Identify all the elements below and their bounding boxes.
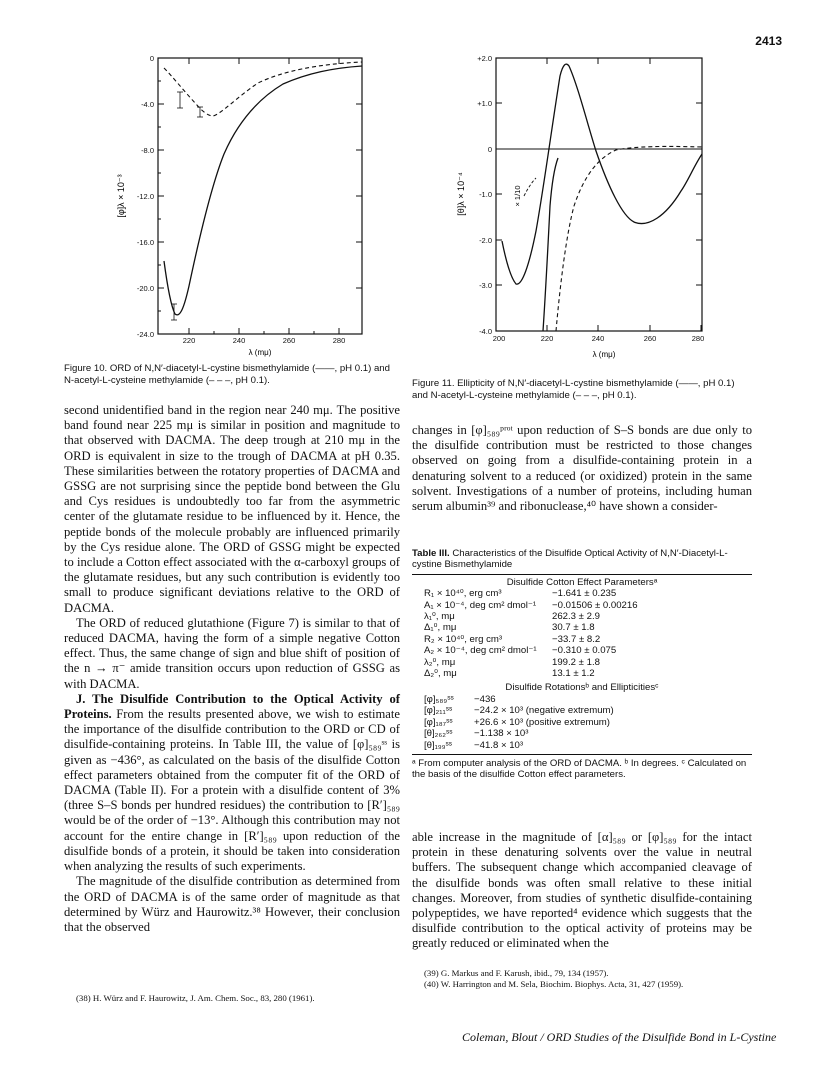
row-value: −33.7 ± 8.2	[552, 633, 601, 645]
y-tick-label: -4.0	[479, 327, 492, 336]
y-tick-label: -12.0	[136, 192, 154, 201]
right-column-top: changes in [φ]₅₈₉ᵖʳᵒᵗ upon reduction of S–S bonds are due only to the disulfide contribution must be restricted to those changes observed on going from a disulfide-containing protein in a denaturing solvent to a reduced (or oxidized) protein in the same solvent. Investigations of a number of proteins, including human serum albumin³⁹ and ribonuclease,⁴⁰ have shown a consider-	[412, 423, 752, 514]
solid-curve	[502, 64, 702, 284]
table-body	[412, 574, 752, 751]
row-value: −0.310 ± 0.075	[552, 645, 617, 657]
table-row	[412, 622, 752, 633]
figure-11-plot	[436, 46, 736, 366]
row-label: [φ]₅₈₉ˢˢ	[424, 693, 454, 705]
paragraph: The ORD of reduced glutathione (Figure 7) is similar to that of reduced DACMA, having the form of a simple negative Cotton effect. Thus, the same change of sign and blue shift of position of the n → π⁻ amide transition occurs upon reduction of GSSG as with DACMA.	[64, 615, 400, 691]
x-tick-label: 240	[232, 336, 246, 345]
y-tick-label: -1.0	[479, 190, 492, 199]
figure-10	[88, 46, 388, 366]
table-section-header: Disulfide Rotationsᵇ and Ellipticitiesᶜ	[505, 682, 659, 694]
solid-curve-steep	[543, 158, 558, 331]
row-label: R₁ × 10⁴⁰, erg cm³	[424, 588, 502, 600]
table-row	[412, 728, 752, 739]
y-tick-label: -4.0	[141, 100, 154, 109]
row-label: [θ]₂₆₂ˢˢ	[424, 728, 453, 740]
y-tick-label: 0	[149, 54, 154, 63]
row-value: 199.2 ± 1.8	[552, 656, 600, 668]
row-label: [φ]₂₁₁ˢˢ	[424, 705, 453, 717]
row-value: −0.01506 ± 0.00216	[552, 599, 638, 611]
y-tick-label: -16.0	[136, 238, 154, 247]
x-ticks	[547, 58, 701, 331]
row-label: Δ₁⁰, mμ	[424, 622, 457, 634]
table-row	[412, 668, 752, 679]
x-tick-label: 260	[282, 336, 296, 345]
paragraph: The magnitude of the disulfide contribution as determined from the ORD of DACMA is of the same order of magnitude as that determined by Würz and Haurowitz.³⁸ However, their conclusion that the observed	[64, 874, 400, 934]
table-row	[412, 588, 752, 599]
table-row	[412, 717, 752, 728]
figure-10-caption: Figure 10. ORD of N,N′-diacetyl-L-cystine bismethylamide (——, pH 0.1) and N-acetyl-L-cysteine methylamide (– – –, pH 0.1).	[64, 363, 390, 386]
x-tick-label: 240	[591, 334, 605, 343]
row-value: −41.8 × 10³	[474, 739, 524, 751]
figure-11	[436, 46, 736, 366]
table-iii	[412, 548, 752, 781]
paragraph	[64, 692, 400, 874]
row-value: −1.641 ± 0.235	[552, 588, 617, 600]
x-tick-label: 280	[332, 336, 346, 345]
y-tick-label: 0	[487, 145, 492, 154]
left-column	[64, 403, 400, 935]
table-title	[412, 548, 752, 571]
figure-11-caption: Figure 11. Ellipticity of N,N′-diacetyl-L-cystine bismethylamide (——, pH 0.1) and N-acetyl-L-cysteine methylamide (– – –, pH 0.1).	[412, 378, 735, 401]
y-tick-label: -3.0	[479, 281, 492, 290]
row-label: [θ]₁₉₉ˢˢ	[424, 739, 453, 751]
footnote-39: (39) G. Markus and F. Karush, ibid., 79, 134 (1957).	[424, 968, 609, 978]
row-value: 13.1 ± 1.2	[552, 668, 595, 680]
table-row	[412, 657, 752, 668]
right-column-bottom: able increase in the magnitude of [α]₅₈₉ or [φ]₅₈₉ for the intact protein in these denaturing solvents over the value in neutral buffers. The subsequent change which accompanied cleavage of the disulfide bonds was often small relative to these initial changes. Moreover, from studies of synthetic disulfide-containing polypeptides, we have reported⁴ evidence which suggests that the disulfide contribution to the optical activity of proteins may be greatly reduced or eliminated when the	[412, 830, 752, 951]
row-value: −436	[474, 693, 496, 705]
figure-10-plot	[88, 46, 388, 366]
row-label: λ₁⁰, mμ	[424, 611, 455, 623]
x-tick-label: 220	[182, 336, 196, 345]
x-ticks	[189, 58, 339, 334]
error-bars	[171, 92, 203, 320]
row-label: [φ]₁₈₇ˢˢ	[424, 716, 453, 728]
y-axis-label: [θ]λ × 10⁻⁴	[456, 172, 466, 216]
y-axis-label: [φ]λ × 10⁻³	[116, 174, 126, 218]
table-row	[412, 645, 752, 656]
y-ticks	[496, 58, 702, 285]
x-axis-label: λ (mμ)	[592, 350, 616, 359]
y-tick-label: -2.0	[479, 236, 492, 245]
table-row	[412, 705, 752, 716]
plot-frame	[496, 58, 702, 331]
row-label: A₂ × 10⁻⁴, deg cm² dmol⁻¹	[424, 645, 537, 657]
page-number: 2413	[755, 34, 782, 48]
section-heading: J. The Disulfide Contribution to the Optical Activity of Proteins.	[64, 691, 400, 722]
paragraph: second unidentified band in the region near 240 mμ. The positive band found near 225 mμ is similar in position and magnitude to that observed with DACMA. The deep trough at 210 mμ in the ORD is equivalent in size to the trough of DACMA at pH 0.35. These similarities between the rotatory properties of DACMA and GSSG are not surprising since the peptide bond between the Glu and Cys residues is undoubtedly too far from the asymmetric center of the glutamate residue to be influenced by it. Hence, the peptide bonds of the molecule probably are influenced primarily by the Cys residue alone. The ORD of GSSG might be expected to include a Cotton effect associated with the α-carboxyl groups of the glutamate residues, but any such contribution is evidently too small to produce significant deviations relative to the ORD of DACMA.	[64, 403, 400, 615]
table-row	[412, 740, 752, 751]
row-value: −24.2 × 10³ (negative extremum)	[474, 705, 614, 717]
table-row	[412, 634, 752, 645]
x-tick-label: 260	[643, 334, 657, 343]
row-value: −1.138 × 10³	[474, 728, 529, 740]
table-section-header: Disulfide Cotton Effect Parametersᵃ	[506, 576, 658, 588]
y-tick-label: +1.0	[477, 99, 492, 108]
running-footer: Coleman, Blout / ORD Studies of the Disulfide Bond in L-Cystine	[462, 1030, 777, 1044]
x-tick-label: 220	[540, 334, 554, 343]
row-value: +26.6 × 10³ (positive extremum)	[474, 716, 610, 728]
table-row	[412, 611, 752, 622]
x-axis-label: λ (mμ)	[248, 348, 272, 357]
dashed-curve	[556, 146, 702, 331]
footnote-40: (40) W. Harrington and M. Sela, Biochim. Biophys. Acta, 31, 427 (1959).	[424, 979, 684, 989]
solid-curve	[164, 66, 362, 315]
x-tick-label: 280	[691, 334, 705, 343]
y-tick-label: -20.0	[136, 284, 154, 293]
row-label: λ₂⁰, mμ	[424, 656, 456, 668]
row-value: 262.3 ± 2.9	[552, 611, 600, 623]
table-label: Table III.	[412, 548, 450, 559]
footnote-38: (38) H. Würz and F. Haurowitz, J. Am. Chem. Soc., 83, 280 (1961).	[76, 993, 315, 1003]
scaled-dashed-curve	[524, 178, 536, 196]
table-row	[412, 694, 752, 705]
table-row	[412, 600, 752, 611]
y-tick-label: +2.0	[477, 54, 492, 63]
paragraph-body: From the results presented above, we wish to estimate the importance of the disulfide contribution to the ORD or CD of disulfide-containing proteins. In Table III, the value of [φ]₅₈₉ˢˢ is given as −436°, as calculated on the basis of the disulfide Cotton effect parameters obtained from the computer fit of the ORD of DACMA (Table II). For a protein with a disulfide content of 3% (three S–S bonds per hundred residues) the contribution to [R′]₅₈₉ would be of the order of −13°. Although this contribution may not account for the entire change in [R′]₅₈₉ upon reduction of the disulfide bonds of a protein, it should be taken into consideration when analyzing the results of such experiments.	[64, 707, 400, 874]
row-value: 30.7 ± 1.8	[552, 622, 595, 634]
row-label: R₂ × 10⁴⁰, erg cm³	[424, 633, 503, 645]
table-title-text: Characteristics of the Disulfide Optical Activity of N,N′-Diacetyl-L-cystine Bismethylamide	[412, 548, 728, 571]
row-label: A₁ × 10⁻⁴, deg cm² dmol⁻¹	[424, 599, 537, 611]
row-label: Δ₂⁰, mμ	[424, 668, 457, 680]
plot-frame	[158, 58, 362, 334]
y-tick-label: -8.0	[141, 146, 154, 155]
y-tick-label: -24.0	[136, 330, 154, 339]
scale-annotation: × 1/10	[513, 185, 522, 207]
x-tick-label: 200	[492, 334, 506, 343]
table-notes: ᵃ From computer analysis of the ORD of DACMA. ᵇ In degrees. ᶜ Calculated on the basis of the disulfide Cotton effect parameters.	[412, 754, 752, 781]
